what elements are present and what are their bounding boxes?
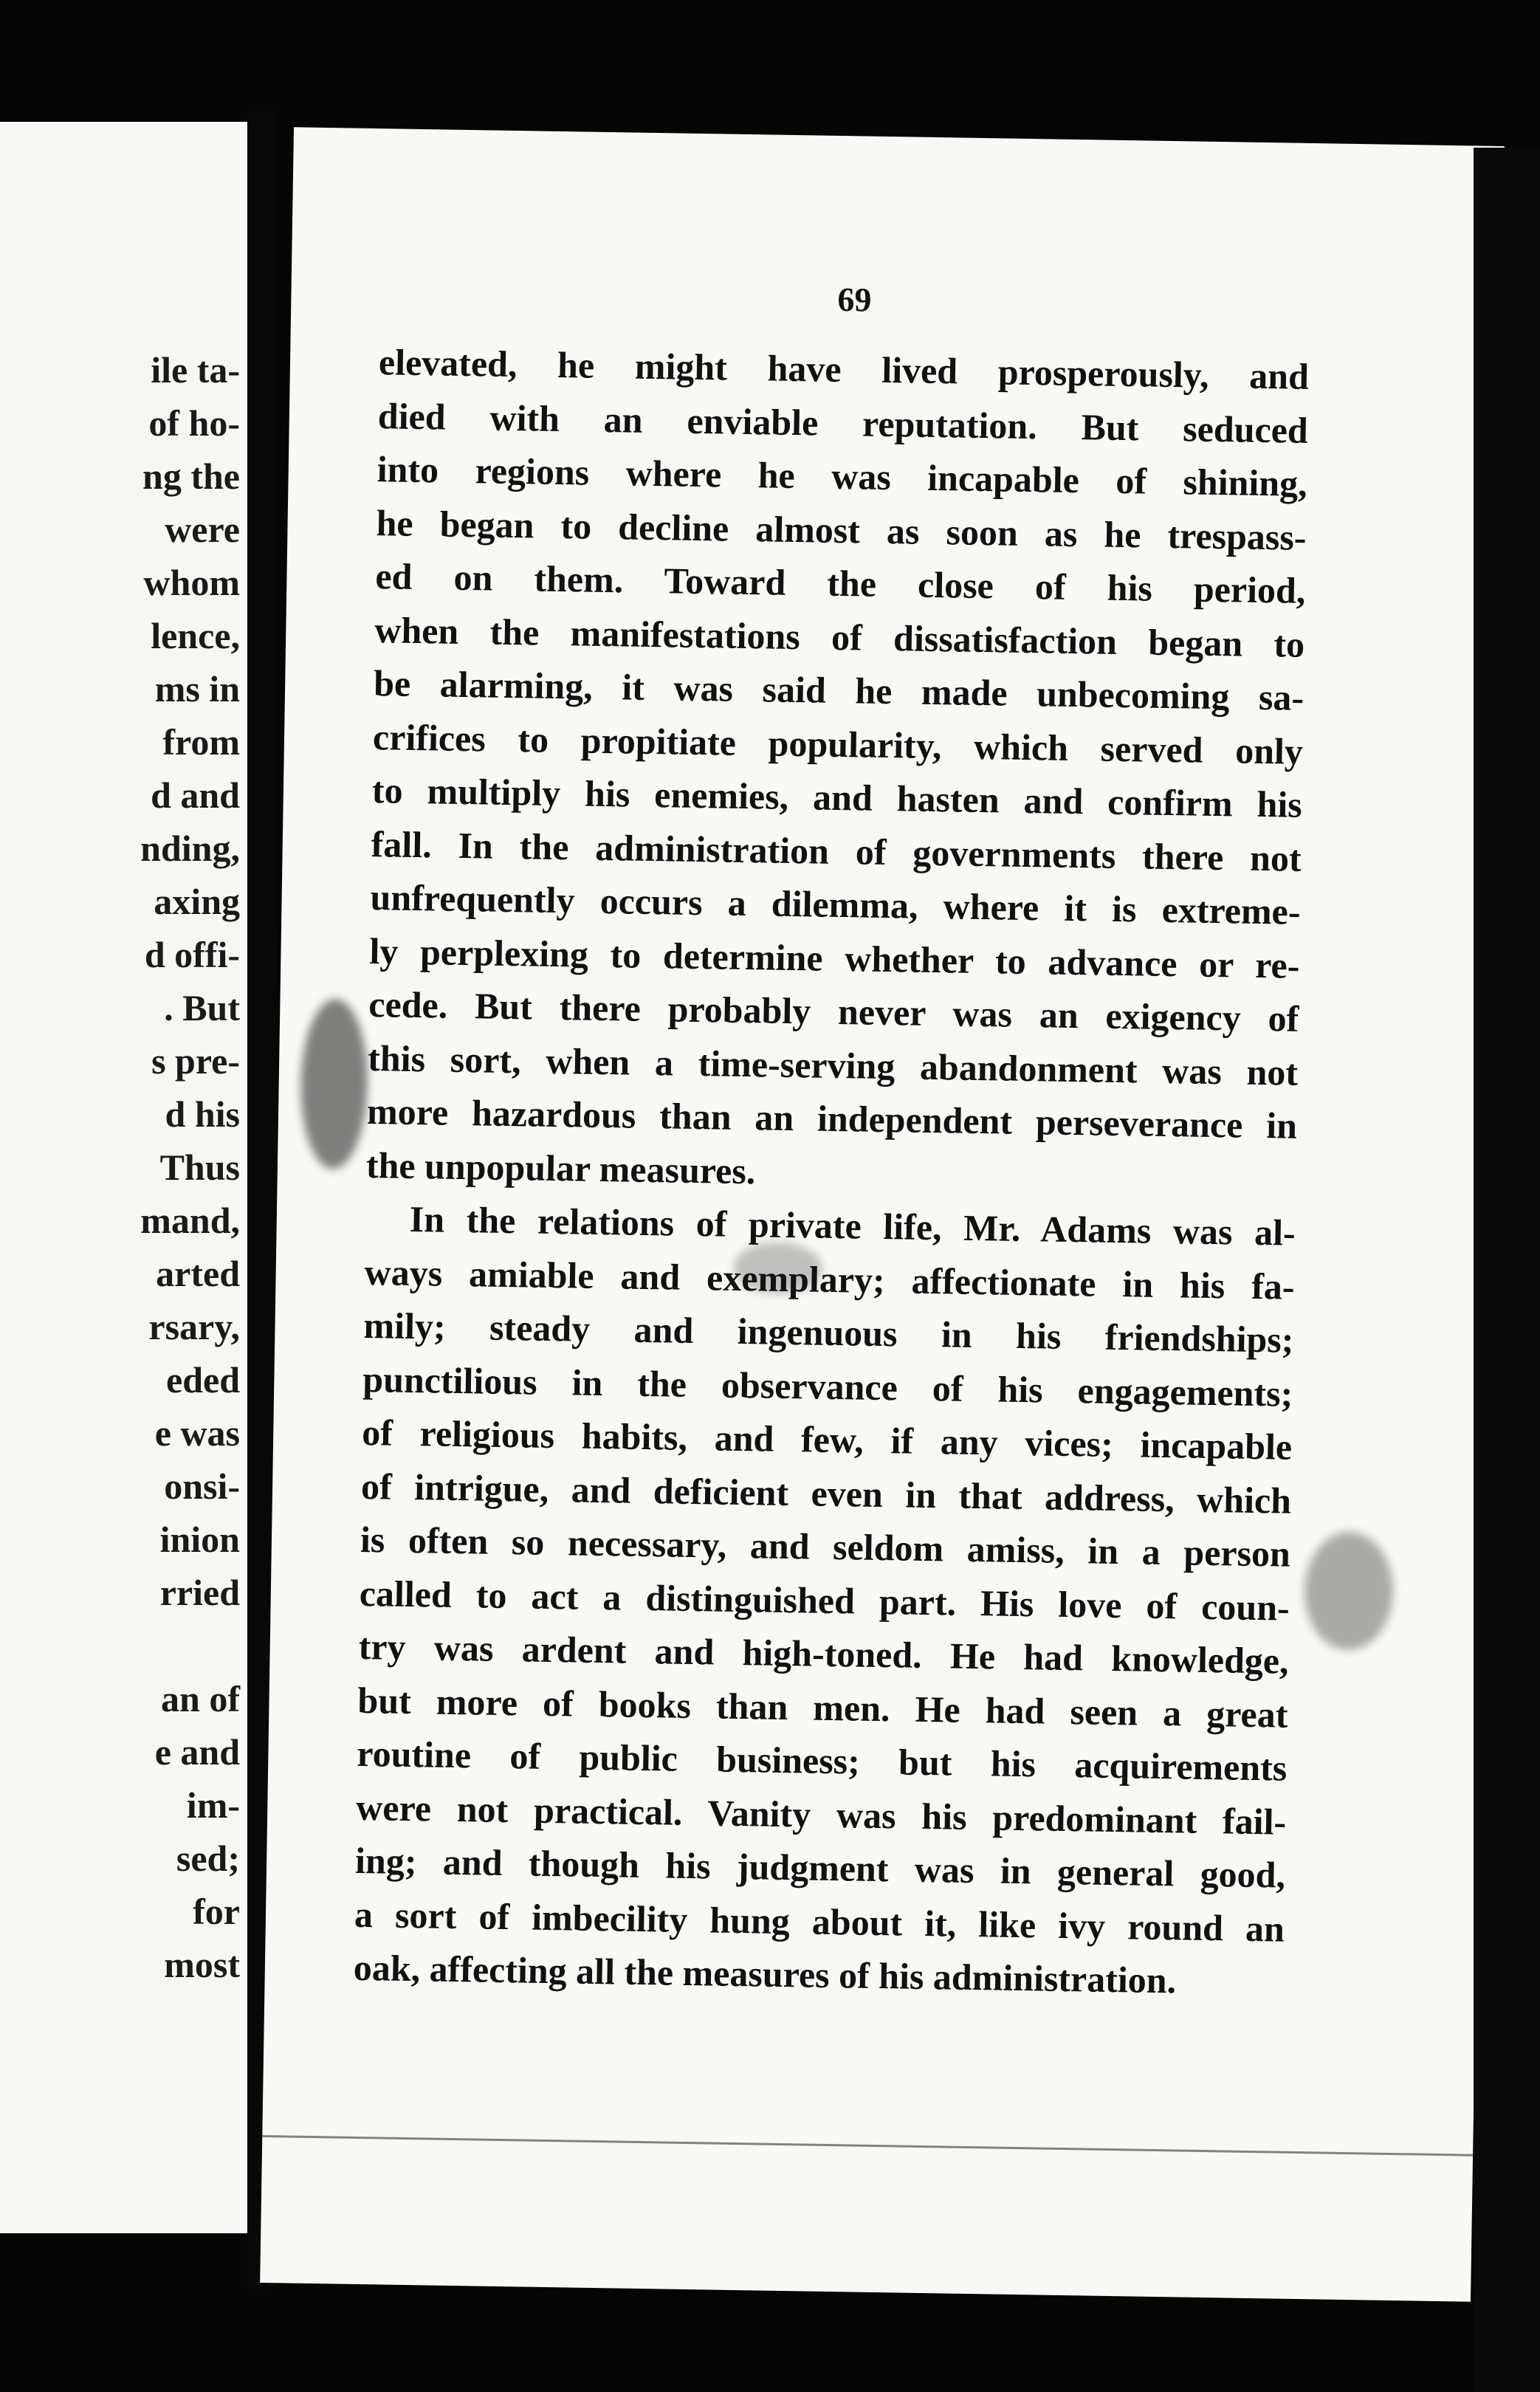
left-fragment-line: e and — [154, 1731, 240, 1773]
left-fragment-line: d and — [151, 774, 240, 816]
ink-smudge — [300, 999, 369, 1169]
text-line: mily; steady and ingenuous in his friendships; — [363, 1304, 1294, 1361]
left-fragment-line: sed; — [176, 1838, 240, 1879]
left-fragment-line: nding, — [140, 828, 240, 869]
left-fragment-line: rried — [159, 1572, 240, 1613]
left-fragment-line: Thus — [159, 1147, 240, 1188]
text-line: died with an enviable reputation. But seduced — [377, 394, 1309, 451]
left-fragment-line: rsary, — [148, 1306, 240, 1347]
paragraph-end-line: oak, affecting all the measures of his administration. — [353, 1946, 1177, 2001]
text-line: of religious habits, and few, if any vices; incapable — [361, 1411, 1293, 1468]
left-fragment-line: an of — [161, 1678, 240, 1719]
left-fragment-line: inion — [159, 1519, 240, 1560]
text-line: ing; and though his judgment was in general good, — [354, 1839, 1286, 1896]
text-line: crifices to propitiate popularity, which served only — [372, 715, 1304, 772]
text-line: unfrequently occurs a dilemma, where it is extreme- — [370, 876, 1301, 932]
left-fragment-line: im- — [186, 1784, 240, 1826]
left-fragment-line: ile ta- — [151, 349, 240, 391]
left-fragment-line — [140, 1619, 240, 1672]
text-line: a sort of imbecility hung about it, like ivy round an — [354, 1893, 1285, 1950]
text-line: be alarming, it was said he made unbecoming sa- — [373, 662, 1304, 718]
left-fragment-line: s pre- — [151, 1040, 240, 1082]
left-page-text-fragments — [140, 343, 240, 1991]
paragraph-end-line: the unpopular measures. — [365, 1144, 756, 1192]
text-line: ed on them. Toward the close of his period, — [375, 555, 1306, 611]
left-facing-page — [0, 122, 247, 2233]
left-fragment-line: axing — [154, 881, 240, 922]
text-line: is often so necessary, and seldom amiss, in a person — [360, 1518, 1291, 1575]
main-page — [260, 127, 1505, 2301]
text-line: of intrigue, and deficient even in that address, which — [360, 1465, 1292, 1522]
text-line: more hazardous than an independent perseverance in — [366, 1090, 1298, 1147]
left-fragment-line: from — [162, 721, 240, 763]
page-number: 69 — [837, 280, 872, 319]
text-line: to multiply his enemies, and hasten and confirm his — [371, 769, 1303, 825]
right-scan-edge — [1474, 148, 1540, 2392]
paragraph-start-line: In the relations of private life, Mr. Adams was al- — [409, 1197, 1296, 1254]
left-fragment-line: d offi- — [144, 934, 240, 975]
left-fragment-line: ms in — [154, 668, 240, 709]
text-line: when the manifestations of dissatisfaction began to — [374, 608, 1305, 665]
text-line: into regions where he was incapable of shining, — [377, 448, 1308, 504]
left-fragment-line: ng the — [142, 456, 240, 497]
body-text — [353, 335, 1309, 2009]
text-line: were not practical. Vanity was his predominant fail- — [355, 1786, 1287, 1843]
left-fragment-line: mand, — [140, 1200, 240, 1241]
text-line: cede. But there probably never was an exigency of — [368, 983, 1299, 1039]
text-line: called to act a distinguished part. His love of coun- — [359, 1572, 1290, 1629]
text-line: ly perplexing to determine whether to advance or re- — [369, 929, 1300, 986]
text-line: elevated, he might have lived prosperously, and — [378, 341, 1310, 397]
text-line: try was ardent and high-toned. He had knowledge, — [358, 1625, 1290, 1682]
text-line: but more of books than men. He had seen a great — [357, 1679, 1288, 1736]
left-fragment-line: arted — [156, 1253, 240, 1294]
text-line: routine of public business; but his acquirements — [357, 1732, 1288, 1789]
left-fragment-line: eded — [166, 1359, 240, 1401]
left-fragment-line: d his — [165, 1093, 240, 1135]
text-line: this sort, when a time-serving abandonment was not — [367, 1037, 1299, 1093]
text-line: ways amiable and exemplary; affectionate in his fa- — [364, 1251, 1295, 1307]
scan-line-artifact — [262, 2135, 1473, 2156]
text-line: fall. In the administration of governments there not — [371, 822, 1302, 879]
text-line: punctilious in the observance of his engagements; — [362, 1358, 1293, 1415]
left-fragment-line: for — [193, 1891, 240, 1932]
left-fragment-line: lence, — [151, 615, 240, 656]
left-fragment-line: were — [165, 509, 240, 550]
left-fragment-line: most — [164, 1944, 240, 1985]
left-fragment-line: whom — [143, 562, 240, 603]
ink-smudge — [1304, 1531, 1394, 1651]
text-line: he began to decline almost as soon as he trespass- — [376, 501, 1307, 558]
left-fragment-line: . But — [164, 987, 240, 1028]
left-fragment-line: onsi- — [164, 1465, 240, 1507]
left-fragment-line: of ho- — [148, 402, 240, 444]
left-fragment-line: e was — [154, 1412, 240, 1454]
